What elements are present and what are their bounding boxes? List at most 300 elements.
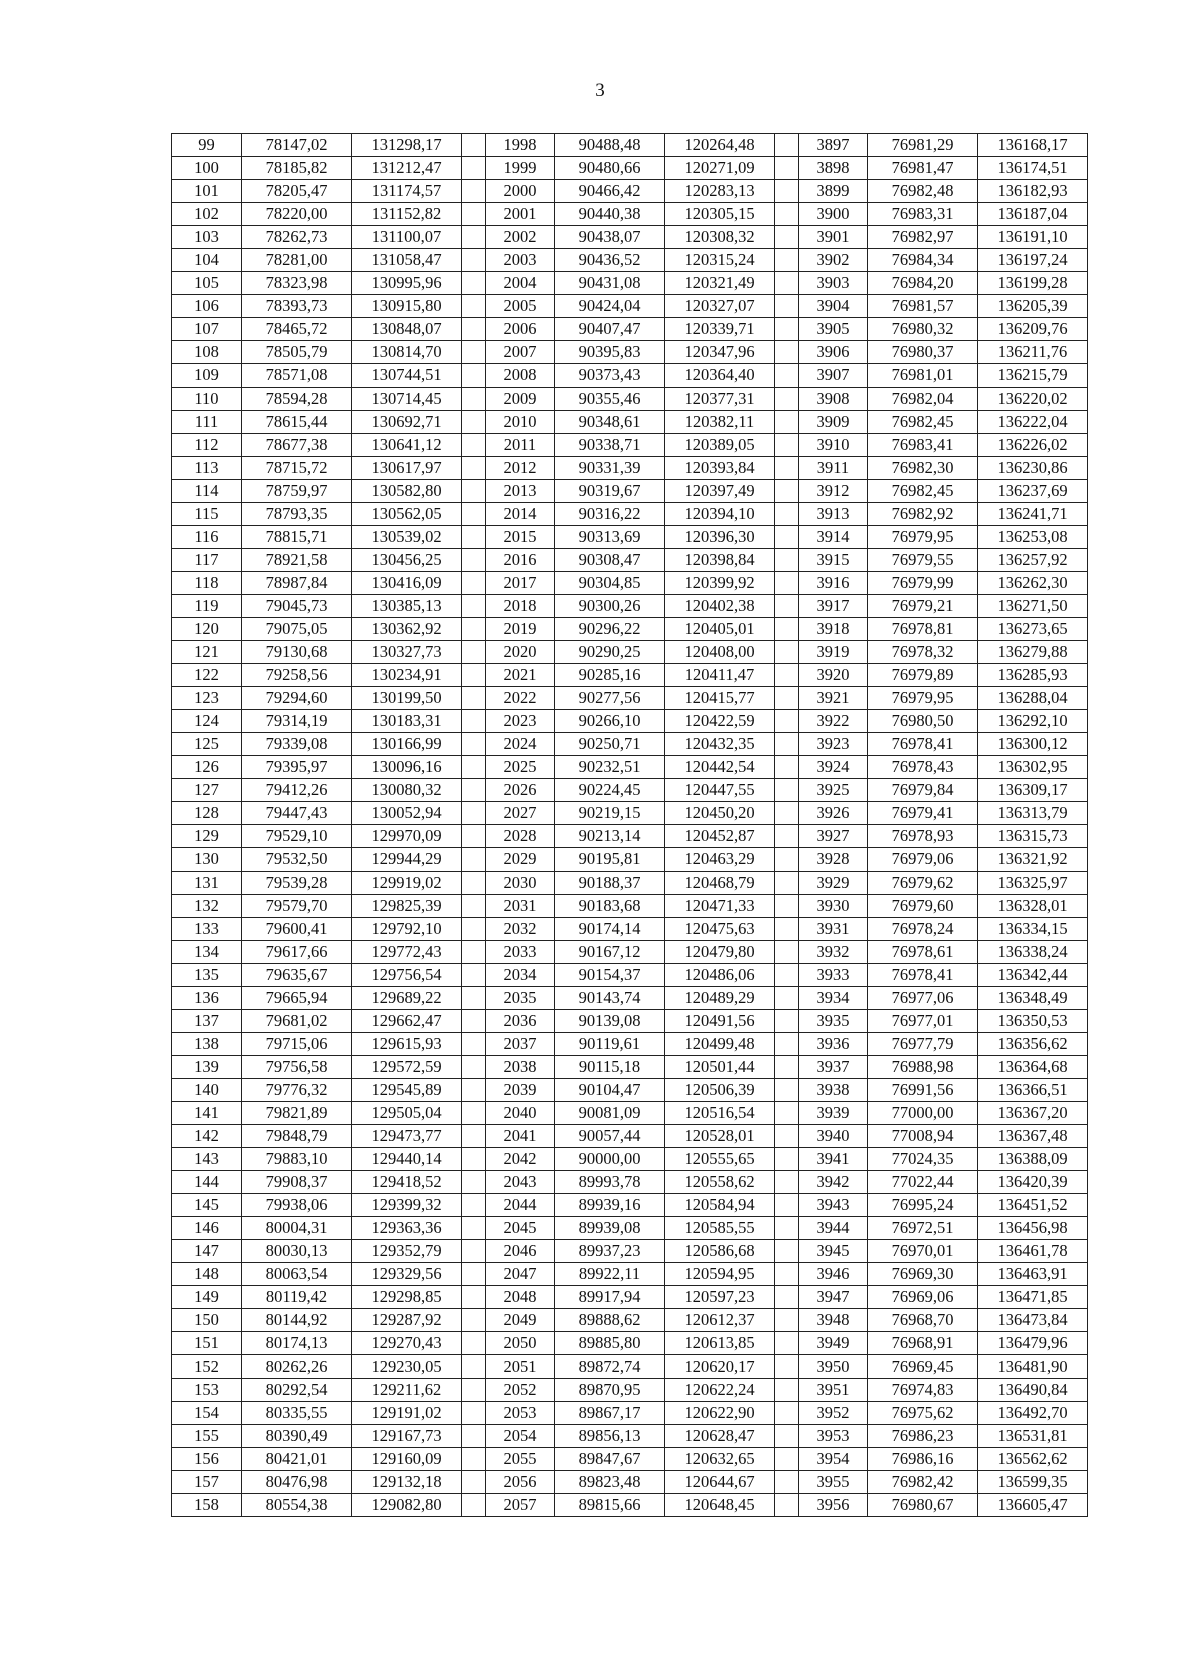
point-number-cell: 3950 [799, 1355, 868, 1378]
y-coordinate-cell: 120382,11 [665, 410, 775, 433]
y-coordinate-cell: 136367,48 [978, 1125, 1088, 1148]
y-coordinate-cell: 136197,24 [978, 249, 1088, 272]
y-coordinate-cell: 136388,09 [978, 1148, 1088, 1171]
x-coordinate-cell: 76979,95 [868, 525, 978, 548]
column-gap [462, 1009, 486, 1032]
y-coordinate-cell: 136271,50 [978, 594, 1088, 617]
table-row [172, 871, 1088, 894]
point-number-cell: 2018 [486, 594, 555, 617]
column-gap [462, 963, 486, 986]
column-gap [775, 479, 799, 502]
x-coordinate-cell: 79776,32 [242, 1078, 352, 1101]
y-coordinate-cell: 130562,05 [352, 502, 462, 525]
point-number-cell: 2036 [486, 1009, 555, 1032]
point-number-cell: 149 [172, 1286, 242, 1309]
y-coordinate-cell: 136471,85 [978, 1286, 1088, 1309]
y-coordinate-cell: 120475,63 [665, 917, 775, 940]
x-coordinate-cell: 90167,12 [555, 940, 665, 963]
column-gap [462, 664, 486, 687]
point-number-cell: 3903 [799, 272, 868, 295]
x-coordinate-cell: 90424,04 [555, 295, 665, 318]
point-number-cell: 135 [172, 963, 242, 986]
x-coordinate-cell: 76983,41 [868, 433, 978, 456]
x-coordinate-cell: 78262,73 [242, 226, 352, 249]
x-coordinate-cell: 76982,30 [868, 456, 978, 479]
point-number-cell: 2057 [486, 1493, 555, 1516]
point-number-cell: 124 [172, 710, 242, 733]
point-number-cell: 2034 [486, 963, 555, 986]
column-gap [462, 134, 486, 157]
point-number-cell: 2009 [486, 387, 555, 410]
point-number-cell: 3932 [799, 940, 868, 963]
x-coordinate-cell: 76974,83 [868, 1378, 978, 1401]
column-gap [775, 203, 799, 226]
point-number-cell: 2004 [486, 272, 555, 295]
point-number-cell: 3949 [799, 1332, 868, 1355]
point-number-cell: 3898 [799, 157, 868, 180]
y-coordinate-cell: 120339,71 [665, 318, 775, 341]
point-number-cell: 3943 [799, 1194, 868, 1217]
x-coordinate-cell: 76982,45 [868, 410, 978, 433]
x-coordinate-cell: 80262,26 [242, 1355, 352, 1378]
point-number-cell: 3924 [799, 756, 868, 779]
y-coordinate-cell: 136187,04 [978, 203, 1088, 226]
point-number-cell: 3936 [799, 1032, 868, 1055]
y-coordinate-cell: 120648,45 [665, 1493, 775, 1516]
x-coordinate-cell: 76975,62 [868, 1401, 978, 1424]
point-number-cell: 121 [172, 641, 242, 664]
table-row [172, 226, 1088, 249]
column-gap [462, 157, 486, 180]
x-coordinate-cell: 76979,55 [868, 548, 978, 571]
y-coordinate-cell: 120489,29 [665, 986, 775, 1009]
y-coordinate-cell: 136222,04 [978, 410, 1088, 433]
y-coordinate-cell: 129211,62 [352, 1378, 462, 1401]
point-number-cell: 2044 [486, 1194, 555, 1217]
x-coordinate-cell: 89870,95 [555, 1378, 665, 1401]
column-gap [775, 779, 799, 802]
point-number-cell: 3907 [799, 364, 868, 387]
table-row [172, 917, 1088, 940]
point-number-cell: 3944 [799, 1217, 868, 1240]
point-number-cell: 3938 [799, 1078, 868, 1101]
point-number-cell: 118 [172, 571, 242, 594]
point-number-cell: 156 [172, 1447, 242, 1470]
table-row [172, 295, 1088, 318]
y-coordinate-cell: 129160,09 [352, 1447, 462, 1470]
table-row [172, 456, 1088, 479]
column-gap [462, 387, 486, 410]
table-row [172, 1424, 1088, 1447]
x-coordinate-cell: 90313,69 [555, 525, 665, 548]
y-coordinate-cell: 120506,39 [665, 1078, 775, 1101]
x-coordinate-cell: 79339,08 [242, 733, 352, 756]
y-coordinate-cell: 129662,47 [352, 1009, 462, 1032]
y-coordinate-cell: 129298,85 [352, 1286, 462, 1309]
x-coordinate-cell: 90000,00 [555, 1148, 665, 1171]
table-row [172, 1286, 1088, 1309]
point-number-cell: 101 [172, 180, 242, 203]
point-number-cell: 2030 [486, 871, 555, 894]
x-coordinate-cell: 76982,92 [868, 502, 978, 525]
y-coordinate-cell: 130995,96 [352, 272, 462, 295]
x-coordinate-cell: 78205,47 [242, 180, 352, 203]
point-number-cell: 2037 [486, 1032, 555, 1055]
point-number-cell: 144 [172, 1171, 242, 1194]
x-coordinate-cell: 89993,78 [555, 1171, 665, 1194]
column-gap [775, 341, 799, 364]
column-gap [775, 825, 799, 848]
point-number-cell: 3916 [799, 571, 868, 594]
x-coordinate-cell: 90232,51 [555, 756, 665, 779]
point-number-cell: 3902 [799, 249, 868, 272]
y-coordinate-cell: 120620,17 [665, 1355, 775, 1378]
point-number-cell: 3905 [799, 318, 868, 341]
y-coordinate-cell: 129545,89 [352, 1078, 462, 1101]
x-coordinate-cell: 79395,97 [242, 756, 352, 779]
column-gap [775, 917, 799, 940]
point-number-cell: 2001 [486, 203, 555, 226]
point-number-cell: 3942 [799, 1171, 868, 1194]
x-coordinate-cell: 90466,42 [555, 180, 665, 203]
y-coordinate-cell: 120558,62 [665, 1171, 775, 1194]
x-coordinate-cell: 90300,26 [555, 594, 665, 617]
y-coordinate-cell: 136300,12 [978, 733, 1088, 756]
point-number-cell: 1999 [486, 157, 555, 180]
column-gap [462, 1355, 486, 1378]
column-gap [775, 1332, 799, 1355]
point-number-cell: 147 [172, 1240, 242, 1263]
y-coordinate-cell: 130234,91 [352, 664, 462, 687]
y-coordinate-cell: 136253,08 [978, 525, 1088, 548]
table-row [172, 1217, 1088, 1240]
point-number-cell: 3897 [799, 134, 868, 157]
y-coordinate-cell: 130814,70 [352, 341, 462, 364]
point-number-cell: 3917 [799, 594, 868, 617]
y-coordinate-cell: 129191,02 [352, 1401, 462, 1424]
table-row [172, 157, 1088, 180]
point-number-cell: 2005 [486, 295, 555, 318]
column-gap [775, 1032, 799, 1055]
table-row [172, 1309, 1088, 1332]
column-gap [462, 825, 486, 848]
point-number-cell: 2048 [486, 1286, 555, 1309]
point-number-cell: 3937 [799, 1055, 868, 1078]
x-coordinate-cell: 90296,22 [555, 617, 665, 640]
y-coordinate-cell: 120471,33 [665, 894, 775, 917]
x-coordinate-cell: 90355,46 [555, 387, 665, 410]
x-coordinate-cell: 77024,35 [868, 1148, 978, 1171]
column-gap [462, 1078, 486, 1101]
x-coordinate-cell: 89847,67 [555, 1447, 665, 1470]
point-number-cell: 2038 [486, 1055, 555, 1078]
table-row [172, 641, 1088, 664]
column-gap [775, 986, 799, 1009]
x-coordinate-cell: 80004,31 [242, 1217, 352, 1240]
column-gap [462, 479, 486, 502]
x-coordinate-cell: 90431,08 [555, 272, 665, 295]
column-gap [462, 1171, 486, 1194]
y-coordinate-cell: 130456,25 [352, 548, 462, 571]
x-coordinate-cell: 76968,70 [868, 1309, 978, 1332]
y-coordinate-cell: 120613,85 [665, 1332, 775, 1355]
y-coordinate-cell: 120594,95 [665, 1263, 775, 1286]
column-gap [462, 710, 486, 733]
point-number-cell: 152 [172, 1355, 242, 1378]
point-number-cell: 2022 [486, 687, 555, 710]
column-gap [775, 180, 799, 203]
point-number-cell: 112 [172, 433, 242, 456]
point-number-cell: 2049 [486, 1309, 555, 1332]
column-gap [462, 1378, 486, 1401]
x-coordinate-cell: 79756,58 [242, 1055, 352, 1078]
point-number-cell: 3915 [799, 548, 868, 571]
x-coordinate-cell: 76982,04 [868, 387, 978, 410]
x-coordinate-cell: 89922,11 [555, 1263, 665, 1286]
point-number-cell: 153 [172, 1378, 242, 1401]
point-number-cell: 3908 [799, 387, 868, 410]
point-number-cell: 2008 [486, 364, 555, 387]
x-coordinate-cell: 90213,14 [555, 825, 665, 848]
y-coordinate-cell: 129756,54 [352, 963, 462, 986]
y-coordinate-cell: 136492,70 [978, 1401, 1088, 1424]
y-coordinate-cell: 136479,96 [978, 1332, 1088, 1355]
y-coordinate-cell: 136350,53 [978, 1009, 1088, 1032]
x-coordinate-cell: 76969,30 [868, 1263, 978, 1286]
column-gap [462, 1240, 486, 1263]
x-coordinate-cell: 79258,56 [242, 664, 352, 687]
y-coordinate-cell: 136531,81 [978, 1424, 1088, 1447]
point-number-cell: 2019 [486, 617, 555, 640]
y-coordinate-cell: 120398,84 [665, 548, 775, 571]
point-number-cell: 3899 [799, 180, 868, 203]
column-gap [775, 1286, 799, 1309]
y-coordinate-cell: 120644,67 [665, 1470, 775, 1493]
x-coordinate-cell: 90224,45 [555, 779, 665, 802]
point-number-cell: 2043 [486, 1171, 555, 1194]
y-coordinate-cell: 129572,59 [352, 1055, 462, 1078]
point-number-cell: 131 [172, 871, 242, 894]
y-coordinate-cell: 136315,73 [978, 825, 1088, 848]
column-gap [775, 548, 799, 571]
point-number-cell: 3931 [799, 917, 868, 940]
point-number-cell: 109 [172, 364, 242, 387]
point-number-cell: 3928 [799, 848, 868, 871]
y-coordinate-cell: 129944,29 [352, 848, 462, 871]
y-coordinate-cell: 130714,45 [352, 387, 462, 410]
x-coordinate-cell: 77008,94 [868, 1125, 978, 1148]
y-coordinate-cell: 120305,15 [665, 203, 775, 226]
x-coordinate-cell: 80476,98 [242, 1470, 352, 1493]
x-coordinate-cell: 78921,58 [242, 548, 352, 571]
table-row [172, 1447, 1088, 1470]
x-coordinate-cell: 80554,38 [242, 1493, 352, 1516]
x-coordinate-cell: 76995,24 [868, 1194, 978, 1217]
y-coordinate-cell: 129230,05 [352, 1355, 462, 1378]
x-coordinate-cell: 76988,98 [868, 1055, 978, 1078]
column-gap [775, 1148, 799, 1171]
x-coordinate-cell: 90195,81 [555, 848, 665, 871]
point-number-cell: 2027 [486, 802, 555, 825]
column-gap [462, 848, 486, 871]
table-row [172, 1171, 1088, 1194]
x-coordinate-cell: 76984,20 [868, 272, 978, 295]
x-coordinate-cell: 76982,42 [868, 1470, 978, 1493]
column-gap [462, 364, 486, 387]
point-number-cell: 3945 [799, 1240, 868, 1263]
x-coordinate-cell: 76981,57 [868, 295, 978, 318]
table-row [172, 617, 1088, 640]
column-gap [462, 180, 486, 203]
point-number-cell: 3934 [799, 986, 868, 1009]
column-gap [462, 1447, 486, 1470]
y-coordinate-cell: 120597,23 [665, 1286, 775, 1309]
y-coordinate-cell: 136285,93 [978, 664, 1088, 687]
x-coordinate-cell: 89888,62 [555, 1309, 665, 1332]
x-coordinate-cell: 76979,99 [868, 571, 978, 594]
x-coordinate-cell: 90440,38 [555, 203, 665, 226]
y-coordinate-cell: 120396,30 [665, 525, 775, 548]
point-number-cell: 103 [172, 226, 242, 249]
x-coordinate-cell: 90285,16 [555, 664, 665, 687]
y-coordinate-cell: 120308,32 [665, 226, 775, 249]
y-coordinate-cell: 120393,84 [665, 456, 775, 479]
y-coordinate-cell: 129689,22 [352, 986, 462, 1009]
y-coordinate-cell: 120405,01 [665, 617, 775, 640]
table-row [172, 940, 1088, 963]
y-coordinate-cell: 136599,35 [978, 1470, 1088, 1493]
point-number-cell: 3951 [799, 1378, 868, 1401]
y-coordinate-cell: 136226,02 [978, 433, 1088, 456]
point-number-cell: 119 [172, 594, 242, 617]
x-coordinate-cell: 89885,80 [555, 1332, 665, 1355]
x-coordinate-cell: 76981,47 [868, 157, 978, 180]
point-number-cell: 3901 [799, 226, 868, 249]
point-number-cell: 2053 [486, 1401, 555, 1424]
y-coordinate-cell: 130416,09 [352, 571, 462, 594]
point-number-cell: 155 [172, 1424, 242, 1447]
x-coordinate-cell: 78815,71 [242, 525, 352, 548]
point-number-cell: 2003 [486, 249, 555, 272]
y-coordinate-cell: 130915,80 [352, 295, 462, 318]
point-number-cell: 2042 [486, 1148, 555, 1171]
y-coordinate-cell: 136334,15 [978, 917, 1088, 940]
y-coordinate-cell: 120377,31 [665, 387, 775, 410]
y-coordinate-cell: 129615,93 [352, 1032, 462, 1055]
y-coordinate-cell: 136356,62 [978, 1032, 1088, 1055]
x-coordinate-cell: 76970,01 [868, 1240, 978, 1263]
x-coordinate-cell: 79600,41 [242, 917, 352, 940]
point-number-cell: 138 [172, 1032, 242, 1055]
y-coordinate-cell: 120612,37 [665, 1309, 775, 1332]
column-gap [462, 802, 486, 825]
point-number-cell: 3923 [799, 733, 868, 756]
point-number-cell: 150 [172, 1309, 242, 1332]
x-coordinate-cell: 79681,02 [242, 1009, 352, 1032]
y-coordinate-cell: 120422,59 [665, 710, 775, 733]
y-coordinate-cell: 136302,95 [978, 756, 1088, 779]
point-number-cell: 3952 [799, 1401, 868, 1424]
x-coordinate-cell: 78677,38 [242, 433, 352, 456]
y-coordinate-cell: 129167,73 [352, 1424, 462, 1447]
table-row [172, 502, 1088, 525]
point-number-cell: 126 [172, 756, 242, 779]
table-row [172, 134, 1088, 157]
x-coordinate-cell: 78793,35 [242, 502, 352, 525]
point-number-cell: 116 [172, 525, 242, 548]
x-coordinate-cell: 90266,10 [555, 710, 665, 733]
column-gap [462, 871, 486, 894]
point-number-cell: 130 [172, 848, 242, 871]
table-row [172, 1101, 1088, 1124]
table-row [172, 1401, 1088, 1424]
x-coordinate-cell: 90081,09 [555, 1101, 665, 1124]
y-coordinate-cell: 131212,47 [352, 157, 462, 180]
table-row [172, 594, 1088, 617]
y-coordinate-cell: 136211,76 [978, 341, 1088, 364]
x-coordinate-cell: 78715,72 [242, 456, 352, 479]
x-coordinate-cell: 79579,70 [242, 894, 352, 917]
y-coordinate-cell: 136205,39 [978, 295, 1088, 318]
point-number-cell: 3956 [799, 1493, 868, 1516]
column-gap [775, 664, 799, 687]
y-coordinate-cell: 120432,35 [665, 733, 775, 756]
point-number-cell: 3933 [799, 963, 868, 986]
y-coordinate-cell: 136367,20 [978, 1101, 1088, 1124]
x-coordinate-cell: 76978,41 [868, 963, 978, 986]
point-number-cell: 2055 [486, 1447, 555, 1470]
x-coordinate-cell: 76980,32 [868, 318, 978, 341]
column-gap [775, 1217, 799, 1240]
point-number-cell: 3909 [799, 410, 868, 433]
y-coordinate-cell: 120584,94 [665, 1194, 775, 1217]
x-coordinate-cell: 89937,23 [555, 1240, 665, 1263]
column-gap [462, 525, 486, 548]
column-gap [775, 1171, 799, 1194]
column-gap [775, 1240, 799, 1263]
y-coordinate-cell: 120516,54 [665, 1101, 775, 1124]
table-row [172, 1493, 1088, 1516]
column-gap [462, 548, 486, 571]
column-gap [462, 641, 486, 664]
table-row [172, 387, 1088, 410]
table-body [172, 134, 1088, 1517]
table-row [172, 1125, 1088, 1148]
point-number-cell: 2052 [486, 1378, 555, 1401]
y-coordinate-cell: 136191,10 [978, 226, 1088, 249]
table-row [172, 825, 1088, 848]
column-gap [775, 1194, 799, 1217]
point-number-cell: 114 [172, 479, 242, 502]
x-coordinate-cell: 90373,43 [555, 364, 665, 387]
y-coordinate-cell: 136288,04 [978, 687, 1088, 710]
point-number-cell: 3920 [799, 664, 868, 687]
x-coordinate-cell: 79938,06 [242, 1194, 352, 1217]
y-coordinate-cell: 136473,84 [978, 1309, 1088, 1332]
point-number-cell: 2047 [486, 1263, 555, 1286]
column-gap [775, 756, 799, 779]
x-coordinate-cell: 90407,47 [555, 318, 665, 341]
point-number-cell: 105 [172, 272, 242, 295]
y-coordinate-cell: 129473,77 [352, 1125, 462, 1148]
column-gap [462, 733, 486, 756]
point-number-cell: 3947 [799, 1286, 868, 1309]
y-coordinate-cell: 120632,65 [665, 1447, 775, 1470]
table-row [172, 433, 1088, 456]
column-gap [462, 1101, 486, 1124]
x-coordinate-cell: 90139,08 [555, 1009, 665, 1032]
point-number-cell: 142 [172, 1125, 242, 1148]
